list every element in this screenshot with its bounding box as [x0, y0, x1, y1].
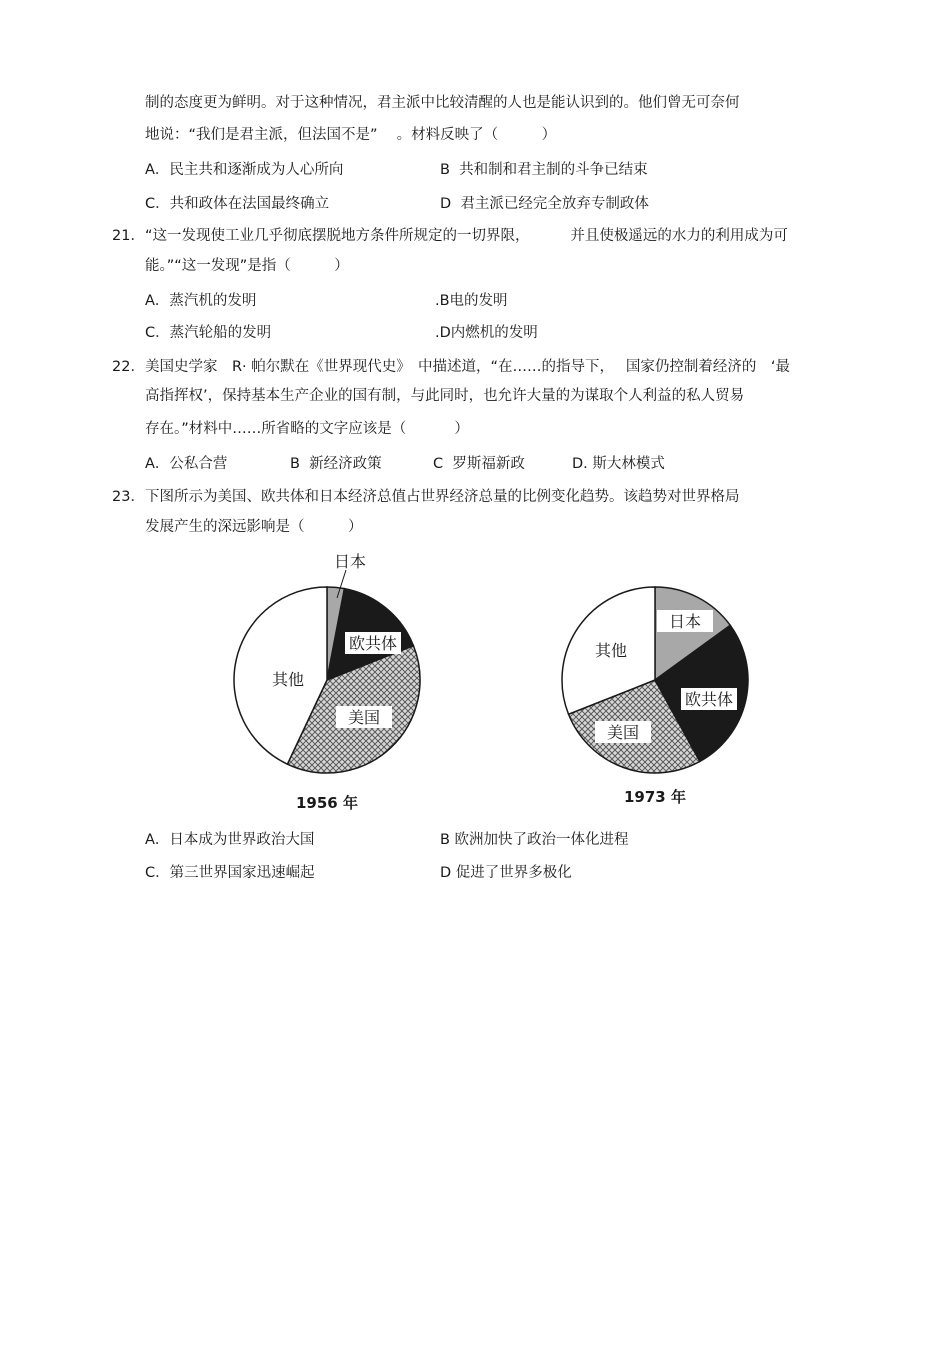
q20-stem-line-2: 地说：“我们是君主派，但法国不是” 。材料反映了（ ） [145, 127, 557, 143]
q20-option-b: B 共和制和君主制的斗争已结束 [440, 162, 648, 178]
q22-stem-line-3: 存在。”材料中……所省略的文字应该是（ ） [145, 421, 469, 437]
pie-label-ec: 欧共体 [348, 634, 398, 653]
q22-option-b: B 新经济政策 [290, 456, 382, 472]
q23-stem-line-1: 23．下图所示为美国、欧共体和日本经济总值占世界经济总量的比例变化趋势。该趋势对世界格局 [112, 489, 740, 505]
pie-label-ec: 欧共体 [684, 690, 734, 709]
q22-stem-line-1: 22．美国史学家 R· 帕尔默在《世界现代史》 中描述道，“在……的指导下， 国家仍控制着经济的 ‘最 [112, 359, 790, 375]
pie-chart-1956 [234, 552, 420, 812]
pie-chart-1973 [562, 587, 748, 806]
q23-stem-line-2: 发展产生的深远影响是（ ） [145, 519, 363, 535]
q21-option-c: C．蒸汽轮船的发明 [145, 325, 272, 341]
q21-option-b: .B电的发明 [435, 293, 508, 309]
q22-option-c: C 罗斯福新政 [433, 456, 525, 472]
q20-option-c: C．共和政体在法国最终确立 [145, 196, 330, 212]
q21-stem-line-1: 21．“这一发现使工业几乎彻底摆脱地方条件所规定的一切界限， 并且使极遥远的水力的利用成为可 [112, 228, 788, 244]
q20-option-d: D 君主派已经完全放弃专制政体 [440, 196, 649, 212]
pie-label-other: 其他 [271, 670, 305, 689]
pie-label-usa: 美国 [606, 723, 640, 742]
q20-option-a: A．民主共和逐渐成为人心所向 [145, 162, 344, 178]
pie-charts-figure [0, 540, 950, 830]
pie-label-other: 其他 [594, 641, 628, 660]
pie-label-japan: 日本 [333, 552, 367, 571]
q23-option-a: A．日本成为世界政治大国 [145, 832, 315, 848]
q23-option-c: C．第三世界国家迅速崛起 [145, 865, 315, 881]
q22-option-a: A．公私合营 [145, 456, 228, 472]
q21-option-d: .D内燃机的发明 [435, 325, 538, 341]
q21-stem-line-2: 能。”“这一发现”是指（ ） [145, 258, 349, 274]
q23-option-d: D 促进了世界多极化 [440, 865, 572, 881]
q21-option-a: A．蒸汽机的发明 [145, 293, 257, 309]
pie-chart-title: 1973 年 [624, 788, 686, 806]
q22-option-d: D. 斯大林模式 [572, 456, 665, 472]
q20-stem-line-1: 制的态度更为鲜明。对于这种情况，君主派中比较清醒的人也是能认识到的。他们曾无可奈何 [145, 95, 740, 111]
pie-label-japan: 日本 [668, 612, 702, 631]
pie-chart-title: 1956 年 [296, 794, 358, 812]
q23-option-b: B 欧洲加快了政治一体化进程 [440, 832, 629, 848]
pie-label-usa: 美国 [347, 708, 381, 727]
q22-stem-line-2: 高指挥权’，保持基本生产企业的国有制，与此同时，也允许大量的为谋取个人利益的私人贸易 [145, 388, 745, 404]
